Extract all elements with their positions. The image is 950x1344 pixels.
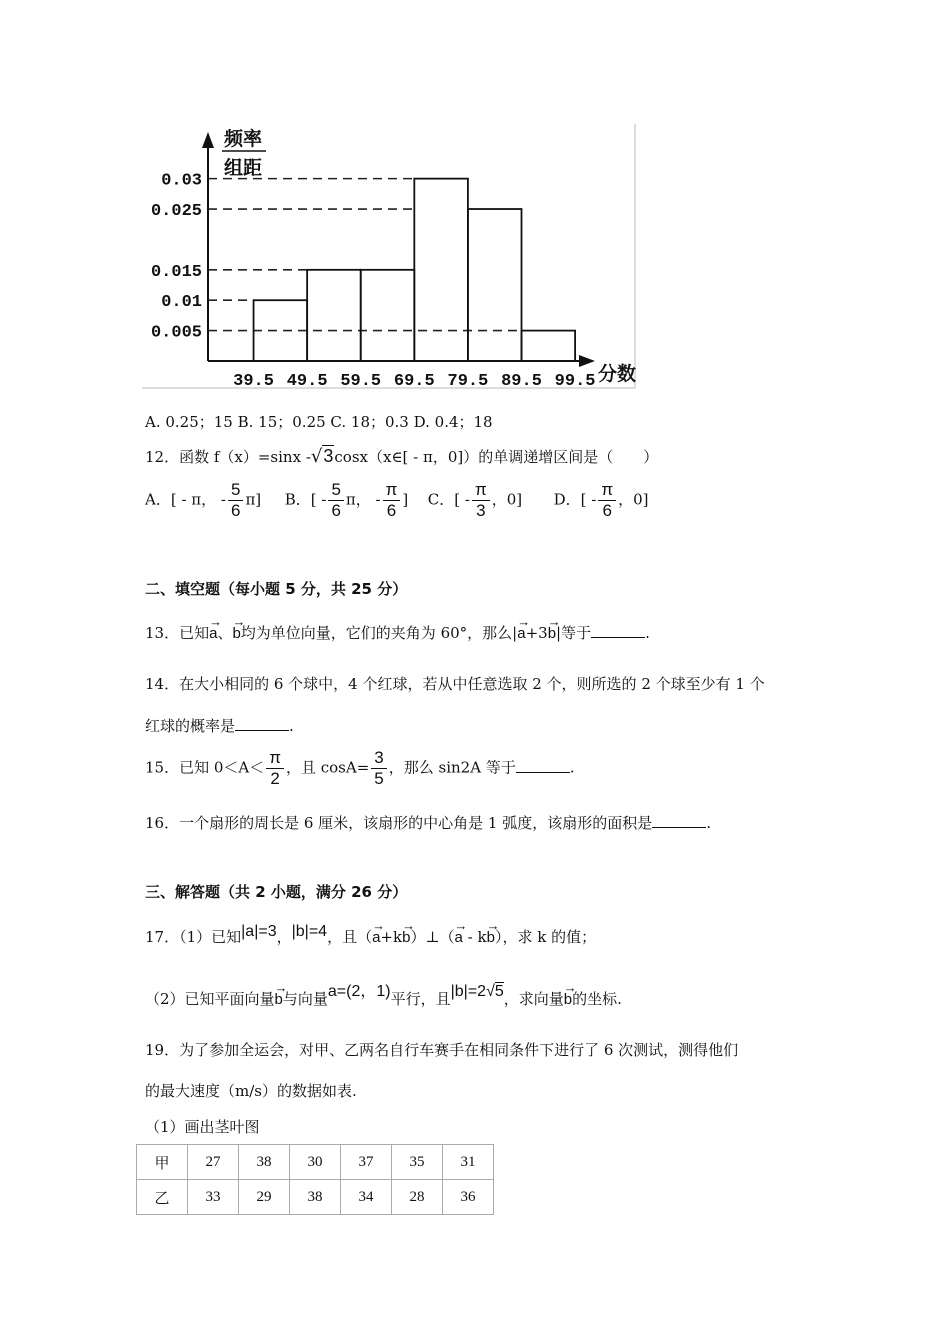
q17-plus-k: +k [380, 928, 403, 946]
q14-end: . [289, 717, 294, 735]
fraction-denominator: 5 [374, 769, 384, 788]
table-cell: 38 [239, 1145, 290, 1180]
fraction-denominator: 6 [230, 501, 241, 520]
table-cell: 35 [392, 1145, 443, 1180]
q14-line2 [145, 716, 294, 736]
q12-option-b-fraction1 [328, 480, 343, 521]
q19-sub1: （1）画出茎叶图 [145, 1118, 260, 1136]
histogram-bar [522, 331, 576, 361]
table-cell: 28 [392, 1180, 443, 1215]
q12-option-b-post: ] [402, 490, 409, 509]
table-cell: 36 [443, 1180, 494, 1215]
abs-b-equals-2-sqrt5 [451, 983, 504, 1000]
y-tick-label: 0.015 [150, 262, 202, 282]
q19-line2: 的最大速度（m/s）的数据如表. [145, 1082, 357, 1100]
answer-blank[interactable] [516, 758, 570, 773]
table-cell: 34 [341, 1180, 392, 1215]
abs-a-equals-3: |a|=3 [241, 923, 277, 940]
q12-options [145, 480, 649, 521]
q12-stem-a: 12．函数 f（x）=sinx - [145, 448, 311, 466]
fraction-numerator: 3 [371, 748, 386, 769]
y-axis-label-numerator: 频率 [224, 128, 263, 150]
q17-part1 [145, 922, 596, 948]
q12-option-d-fraction [598, 480, 616, 521]
q12-option-b-mid: π， - [345, 490, 381, 509]
q12-option-d-pre: D．[ - [553, 490, 597, 509]
abs-b-equals-4: |b|=4 [291, 923, 328, 940]
table-cell: 27 [188, 1145, 239, 1180]
vector-b: → b [564, 984, 572, 1008]
fraction-numerator: π [383, 480, 401, 501]
fraction-denominator: 6 [331, 501, 341, 520]
vector-b: → b [487, 922, 495, 946]
q13-plus3: +3 [525, 624, 548, 642]
table-cell: 33 [188, 1180, 239, 1215]
x-tick-label: 79.5 [447, 372, 489, 391]
vector-b: → b [275, 984, 283, 1008]
q17-comma: ， [276, 928, 292, 946]
table-cell: 29 [239, 1180, 290, 1215]
table-cell: 乙 [137, 1180, 188, 1215]
q17-p2-mid3: ，求向量 [503, 990, 564, 1008]
y-axis-arrow-icon [202, 132, 214, 148]
x-tick-label: 39.5 [233, 372, 274, 391]
y-tick-label: 0.03 [161, 171, 202, 191]
q17-part2 [145, 984, 622, 1010]
table-row [137, 1145, 494, 1180]
q12-option-a-post: π] [245, 490, 262, 509]
x-tick-label: 49.5 [286, 372, 328, 391]
vector-a-coordinates: a=(2，1) [327, 983, 391, 1000]
q13-post: |等于 [556, 624, 592, 642]
fraction-numerator: 5 [328, 480, 343, 501]
vector-a: → a [517, 618, 525, 642]
q15-pre: 15．已知 0＜A＜ [145, 758, 265, 777]
three-fifths-fraction [371, 748, 386, 789]
table-cell: 37 [341, 1145, 392, 1180]
q13-sep: 、 [217, 624, 233, 642]
q17-p2-mid: 与向量 [282, 990, 328, 1008]
q12-option-b-fraction2 [383, 480, 401, 521]
q15 [145, 748, 575, 789]
y-axis-label-denominator: 组距 [224, 157, 263, 179]
q11-options: A. 0.25；15 B. 15；0.25 C. 18；0.3 D. 0.4；18 [145, 413, 493, 431]
table-cell: 30 [290, 1145, 341, 1180]
q17-p2-end: 的坐标. [572, 990, 622, 1008]
q13-pre: 13．已知 [145, 624, 210, 642]
vector-a: → a [372, 922, 380, 946]
table-cell: 31 [443, 1145, 494, 1180]
radical-sign: √ [310, 446, 323, 467]
q12-option-c-pre: C．[ - [427, 490, 470, 509]
q12-option-b-pre: B．[ - [284, 490, 327, 509]
section-2-title: 二、填空题（每小题 5 分，共 25 分） [145, 580, 408, 598]
q17-minus-k: - k [462, 928, 487, 946]
frequency-histogram [140, 122, 640, 394]
histogram-bar [468, 209, 522, 361]
q12-option-a-fraction [228, 480, 243, 521]
vector-b: → b [548, 618, 556, 642]
vector-a: → a [455, 922, 463, 946]
q17-mid1: ，且（ [327, 928, 373, 946]
q15-post: ，那么 sin2A 等于 [388, 758, 516, 777]
abs-b-text: |b|=2 [450, 983, 487, 1000]
sqrt3-radicand: 3 [323, 446, 334, 466]
table-cell: 甲 [137, 1145, 188, 1180]
q14-line1: 14．在大小相同的 6 个球中，4 个红球，若从中任意选取 2 个，则所选的 2 个球至少有 1 个 [145, 675, 765, 693]
q12-stem [145, 446, 658, 467]
x-tick-label: 99.5 [554, 372, 596, 391]
q12-option-a-pre: A．[ - π， - [145, 490, 226, 509]
q12-stem-b: cosx（x∈[ - π，0]）的单调递增区间是（ ） [334, 448, 659, 466]
fraction-numerator: π [472, 480, 490, 501]
fraction-denominator: 2 [270, 769, 280, 788]
q13-mid: 均为单位向量，它们的夹角为 60°，那么| [240, 624, 518, 642]
y-tick-label: 0.01 [161, 293, 202, 313]
x-axis-label: 分数 [598, 363, 637, 385]
answer-blank[interactable] [652, 813, 706, 828]
table-cell: 38 [290, 1180, 341, 1215]
vector-b: → b [402, 922, 410, 946]
q12-option-c-fraction [472, 480, 490, 521]
q17-pre: 17．（1）已知 [145, 928, 242, 946]
x-tick-label: 59.5 [340, 372, 382, 391]
q14-line2-text: 红球的概率是 [145, 717, 236, 735]
q19-line1: 19．为了参加全运会，对甲、乙两名自行车赛手在相同条件下进行了 6 次测试，测得他们 [145, 1041, 739, 1059]
x-axis-arrow-icon [579, 355, 595, 367]
y-tick-label: 0.005 [150, 323, 202, 343]
histogram-bar [361, 270, 415, 361]
q15-mid: ，且 cosA= [285, 758, 370, 777]
q17-p2-pre: （2）已知平面向量 [145, 990, 275, 1008]
x-tick-label: 69.5 [393, 372, 435, 391]
q12-option-d-post: ，0] [618, 490, 649, 509]
q17-post: ），求 k 的值； [494, 928, 597, 946]
table-row [137, 1180, 494, 1215]
q16 [145, 813, 711, 833]
radical-sign: √ [486, 983, 495, 1000]
q16-end: . [706, 814, 712, 832]
fraction-denominator: 6 [386, 501, 397, 520]
pi-over-2-fraction [266, 748, 284, 789]
answer-blank[interactable] [235, 716, 289, 731]
q12-option-c-post: ，0] [491, 490, 523, 509]
fraction-denominator: 3 [476, 501, 486, 520]
q16-text: 16．一个扇形的周长是 6 厘米，该扇形的中心角是 1 弧度，该扇形的面积是 [145, 814, 653, 832]
fraction-numerator: π [598, 480, 616, 501]
histogram-bar [414, 179, 468, 361]
fraction-denominator: 6 [602, 501, 612, 520]
sqrt3 [311, 446, 335, 467]
q13-end: . [645, 624, 650, 642]
section-3-title: 三、解答题（共 2 小题，满分 26 分） [145, 883, 408, 901]
y-tick-label: 0.025 [150, 202, 202, 222]
speed-data-table [136, 1144, 494, 1215]
fraction-numerator: π [266, 748, 284, 769]
q13 [145, 618, 650, 643]
q17-mid2: ）⊥（ [410, 928, 455, 946]
vector-b: → b [232, 618, 240, 642]
x-tick-label: 89.5 [501, 372, 542, 391]
sqrt5-radicand: 5 [494, 983, 504, 1000]
answer-blank[interactable] [591, 623, 645, 638]
q17-p2-mid2: 平行，且 [390, 990, 451, 1008]
vector-a: → a [209, 618, 217, 642]
fraction-numerator: 5 [228, 480, 243, 501]
histogram-bar [307, 270, 361, 361]
q15-end: . [569, 758, 575, 777]
